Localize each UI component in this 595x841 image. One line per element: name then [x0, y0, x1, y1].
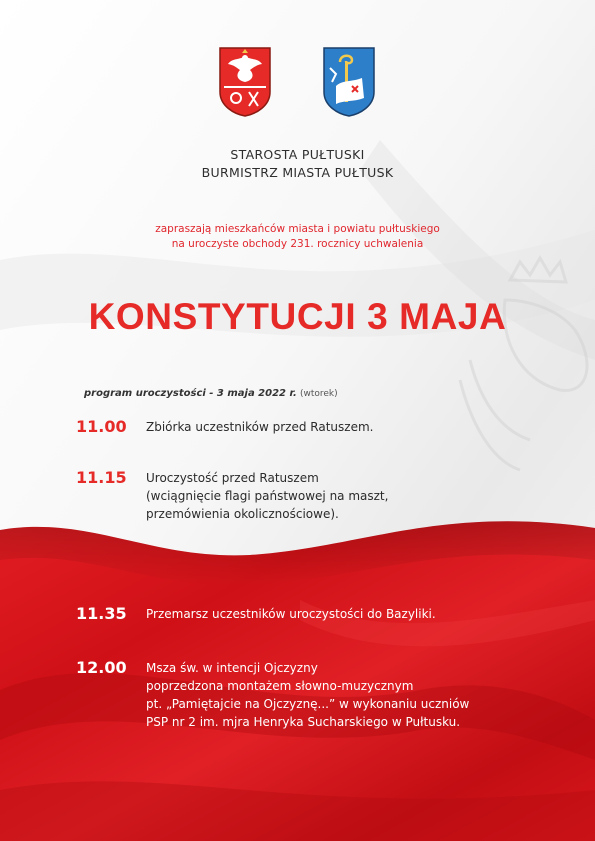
hosts-block — [0, 146, 595, 182]
program-item-description — [146, 418, 373, 436]
program-item-time: 11.35 — [76, 604, 127, 623]
program-item-description — [146, 605, 436, 623]
program-item-line: poprzedzona montażem słowno-muzycznym — [146, 679, 414, 693]
invitation-text — [0, 222, 595, 252]
program-item-line: (wciągnięcie flagi państwowej na maszt, — [146, 489, 389, 503]
program-item-time: 11.15 — [76, 468, 127, 487]
program-item-time: 12.00 — [76, 658, 127, 677]
program-item-description — [146, 469, 388, 523]
program-item-line: Zbiórka uczestników przed Ratuszem. — [146, 420, 374, 434]
invitation-line-2: na uroczyste obchody 231. rocznicy uchwalenia — [171, 238, 424, 250]
program-item-description — [146, 659, 469, 731]
program-item-line: PSP nr 2 im. mjra Henryka Sucharskiego w Pułtusku. — [146, 715, 461, 729]
host-line-starosta: STAROSTA PUŁTUSKI — [230, 147, 365, 162]
invitation-line-1: zapraszają mieszkańców miasta i powiatu pułtuskiego — [155, 223, 440, 235]
program-header-text: program uroczystości - 3 maja 2022 r. — [84, 388, 297, 399]
program-item-line: Msza św. w intencji Ojczyzny — [146, 661, 318, 675]
host-line-burmistrz: BURMISTRZ MIASTA PUŁTUSK — [201, 165, 394, 180]
program-header — [84, 388, 338, 399]
bishop-crozier-shield-icon — [322, 46, 376, 118]
program-item-time: 11.00 — [76, 417, 127, 436]
program-item-line: Uroczystość przed Ratuszem — [146, 471, 319, 485]
program-item-line: pt. „Pamiętajcie na Ojczyznę...” w wykonaniu uczniów — [146, 697, 470, 711]
program-item-line: Przemarsz uczestników uroczystości do Bazyliki. — [146, 607, 436, 621]
program-header-day: (wtorek) — [299, 389, 338, 399]
page-title: KONSTYTUCJI 3 MAJA — [88, 296, 507, 337]
program-item-line: przemówienia okolicznościowe). — [146, 507, 339, 521]
eagle-shield-icon — [218, 46, 272, 118]
